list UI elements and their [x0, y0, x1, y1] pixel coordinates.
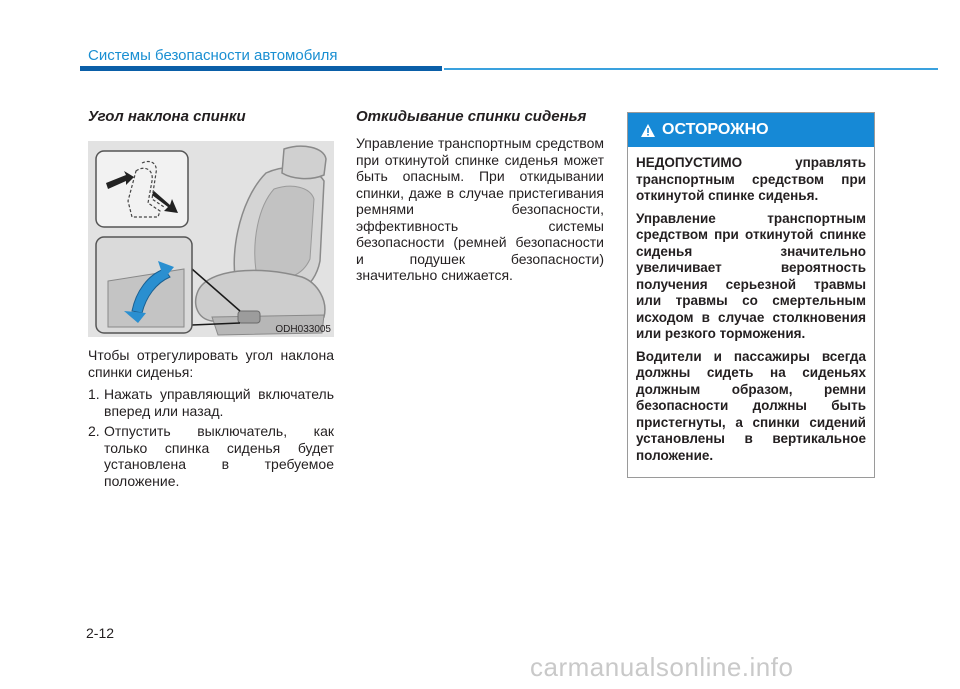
step-text: Отпустить выключатель, как только спинка сиденья будет установлена в требуемое положение. — [104, 423, 334, 489]
warning-paragraph: Управление транспортным средством при откинутой спинке сиденья значительно увеличивает вероятность получения серьезной травмы или травмы со смертельным исходом в случае столкновения или резкого торможения. — [636, 210, 866, 341]
header-rule-light — [444, 68, 938, 70]
middle-column — [356, 108, 604, 284]
middle-heading: Откидывание спинки сиденья — [356, 108, 587, 125]
middle-body: Управление транспортным средством при откинутой спинке сиденья может быть опасным. При откидывании спинки, даже в случае пристегивания ремнями безопасности, эффективность системы безопасности (ремней безопасности и подушек безопасности) значительно снижается. — [356, 135, 604, 283]
list-item — [88, 423, 334, 489]
warning-triangle-icon — [640, 123, 656, 138]
step-number: 1. — [88, 386, 100, 402]
figure-code: ODH033005 — [275, 324, 331, 335]
header-rule-dark — [80, 66, 442, 71]
warning-header — [628, 113, 874, 147]
warning-body — [628, 147, 874, 464]
left-heading: Угол наклона спинки — [88, 108, 246, 125]
seat-illustration — [88, 141, 334, 337]
seat-recline-figure — [88, 141, 334, 337]
warning-paragraph: НЕДОПУСТИМО управлять транспортным средством при откинутой спинке сиденья. — [636, 155, 866, 203]
watermark: carmanualsonline.info — [530, 652, 794, 682]
section-title: Системы безопасности автомобиля — [88, 47, 338, 64]
step-number: 2. — [88, 423, 100, 439]
warning-title: ОСТОРОЖНО — [662, 121, 769, 138]
page-number: 2-12 — [86, 625, 115, 641]
warning-box — [627, 112, 875, 478]
step-list — [88, 386, 334, 489]
left-column — [88, 108, 334, 493]
left-intro: Чтобы отрегулировать угол наклона спинки сиденья: — [88, 347, 334, 380]
step-text: Нажать управляющий включатель вперед или назад. — [104, 386, 334, 419]
warning-paragraph: Водители и пассажиры всегда должны сидеть на сиденьях должным образом, ремни безопасности должны быть пристегнуты, а спинки сидений установлены в вертикальное положение. — [636, 348, 866, 463]
list-item — [88, 386, 334, 419]
